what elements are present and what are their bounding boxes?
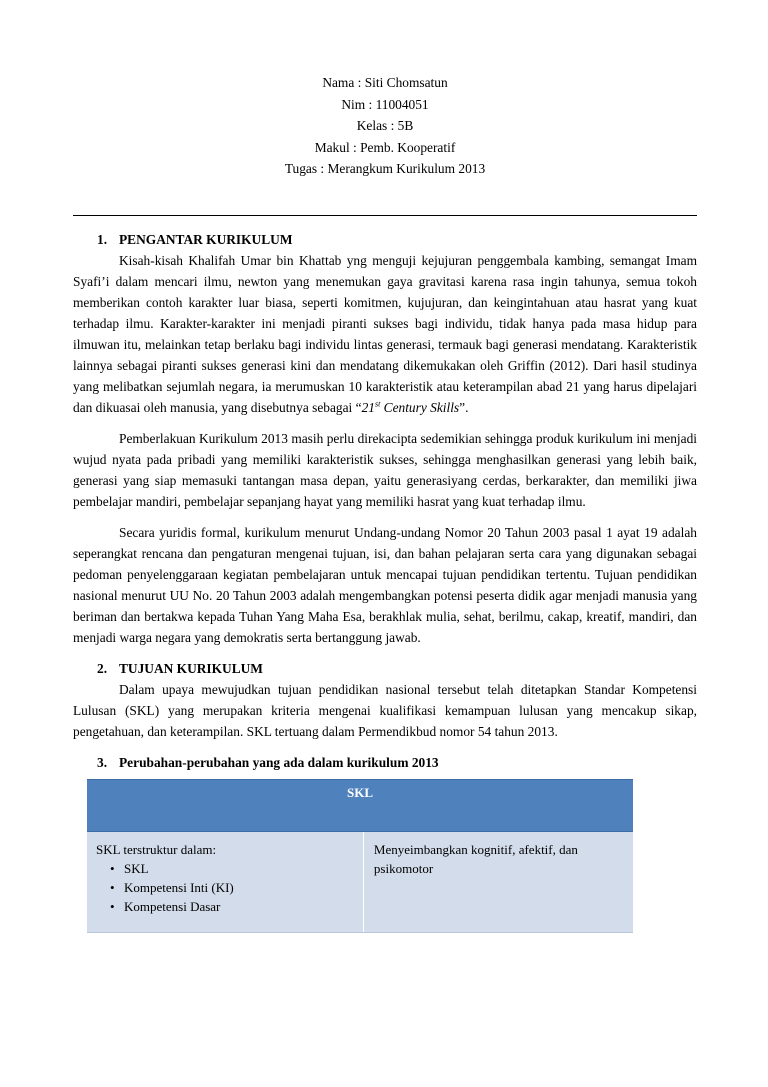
skills-number: 21 — [361, 400, 375, 415]
section-1-paragraph-3: Secara yuridis formal, kurikulum menurut Undang-undang Nomor 20 Tahun 2003 pasal 1 ayat 19 adalah seperangkat rencana dan pengaturan mengenai tujuan, isi, dan bahan pelajaran serta cara yang digunakan sebagai pedoman penyelenggaraan kegiatan pembelajaran untuk mencapai tujuan pendidikan tertentu. Tujuan pendidikan nasional menurut UU No. 20 Tahun 2003 adalah mengembangkan potensi peserta didik agar menjadi manusia yang beriman dan bertakwa kepada Tuhan Yang Maha Esa, berakhlak mulia, sehat, berilmu, cakap, kreatif, mandiri, dan menjadi warga negara yang demokratis serta bertanggung jawab. — [73, 525, 697, 645]
list-item: • SKL — [124, 859, 363, 878]
document-body — [73, 229, 697, 773]
section-2-title: TUJUAN KURIKULUM — [119, 661, 263, 676]
section-2-paragraph-1: Dalam upaya mewujudkan tujuan pendidikan nasional tersebut telah ditetapkan Standar Kompetensi Lulusan (SKL) yang merupakan kriteria mengenai kualifikasi kemampuan lulusan yang mencakup sikap, pengetahuan, dan keterampilan. SKL tertuang dalam Permendikbud nomor 54 tahun 2013. — [73, 682, 697, 739]
section-1-paragraph-2: Pemberlakuan Kurikulum 2013 masih perlu direkacipta sedemikian sehingga produk kurikulum ini menjadi wujud nyata pada pribadi yang memiliki karakteristik sukses, sehingga menghasilkan generasi yang lebih baik, generasi yang siap memasuki tantangan masa depan, yaitu generasiyang cerdas, berkarakter, dan memiliki jiwa pembelajar mandiri, pembelajar sepanjang hayat yang memiliki hasrat yang kuat terhadap ilmu. — [73, 431, 697, 509]
section-2-heading — [73, 658, 697, 679]
skl-left-cell — [87, 832, 363, 932]
section-1-heading — [73, 229, 697, 250]
skl-right-cell: Menyeimbangkan kognitif, afektif, dan psikomotor — [363, 832, 633, 932]
section-2-number: 2. — [97, 661, 108, 676]
section-1-title: PENGANTAR KURIKULUM — [119, 232, 293, 247]
paragraph-text: Kisah-kisah Khalifah Umar bin Khattab yng menguji kejujuran penggembala kambing, semangat Imam Syafi’i dalam mencari ilmu, newton yang menemukan gaya gravitasi karena rasa ingin tahunya, semua tokoh memberikan contoh karakter luar biasa, seperti komitmen, kujujuran, dan keingintahuan atau hasrat yang kuat terhadap ilmu. Karakter-karakter ini menjadi piranti sukses bagi individu, tidak hanya pada masa hidup para ilmuwan itu, melainkan tetap berlaku bagi individu lintas generasi, termauk bagi generasi mendatang. Karakteristik lainnya sebagai piranti sukses generasi kini dan mendatang dikemukakan oleh Griffin (2012). Dari hasil studinya yang melibatkan sejumlah negara, ia merumuskan 10 karakteristik atau keterampilan abad 21 yang harus dipelajari dan dikuasai oleh manusia, yang disebutnya sebagai “ — [73, 253, 697, 415]
skl-structure-list — [96, 859, 363, 916]
list-item: • Kompetensi Dasar — [124, 897, 363, 916]
skills-label: Century Skills — [380, 400, 460, 415]
paragraph-end: ”. — [459, 400, 469, 415]
skl-left-title: SKL terstruktur dalam: — [96, 842, 217, 857]
skills-ordinal: st — [374, 399, 381, 409]
skills-term — [362, 400, 460, 415]
header-divider — [73, 215, 697, 216]
skl-table — [87, 779, 633, 933]
assignment-title: Tugas : Merangkum Kurikulum 2013 — [284, 161, 486, 176]
student-header — [73, 72, 697, 180]
student-class: Kelas : 5B — [356, 118, 414, 133]
section-3-title: Perubahan-perubahan yang ada dalam kurikulum 2013 — [119, 755, 439, 770]
list-item: • Kompetensi Inti (KI) — [124, 878, 363, 897]
skl-table-row — [87, 832, 633, 933]
course-name: Makul : Pemb. Kooperatif — [314, 139, 456, 155]
student-nim: Nim : 11004051 — [341, 96, 429, 112]
section-3-heading — [73, 752, 697, 773]
section-1-paragraph-1 — [73, 250, 697, 418]
section-3-number: 3. — [97, 755, 108, 770]
skl-table-header: SKL — [87, 779, 633, 805]
skl-table-header-band — [87, 805, 633, 832]
student-name: Nama : Siti Chomsatun — [322, 75, 448, 90]
section-1-number: 1. — [97, 232, 108, 247]
